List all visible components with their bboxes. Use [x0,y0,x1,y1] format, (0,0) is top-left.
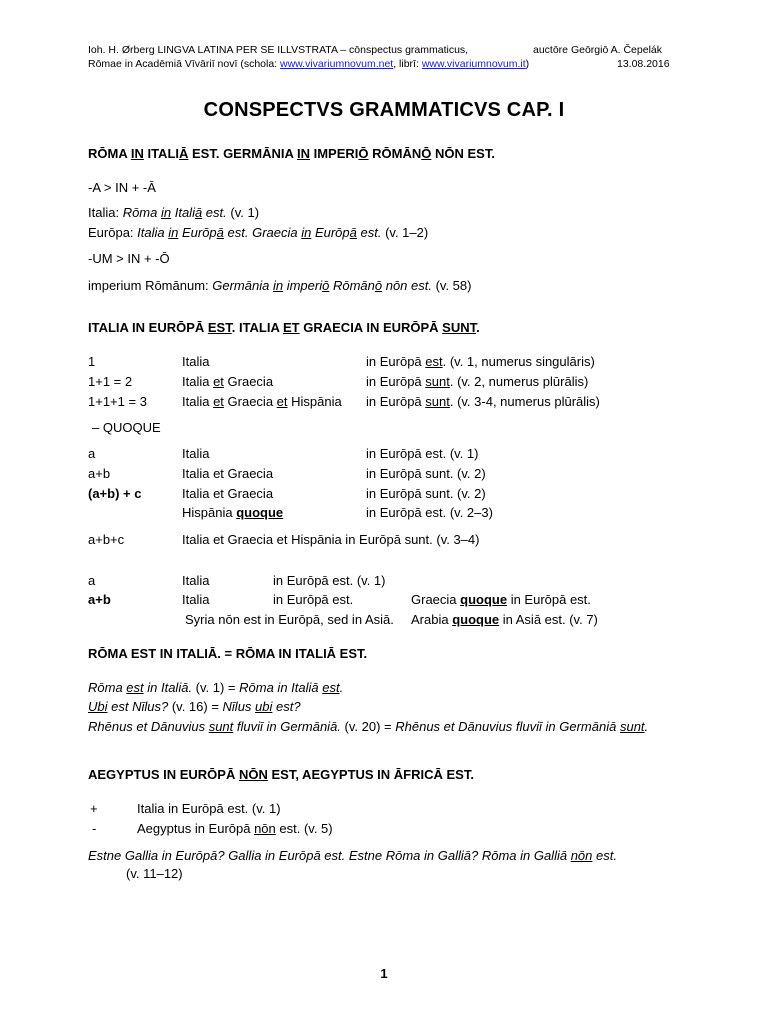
section-2-heading: ITALIA IN EURŌPĀ EST. ITALIA ET GRAECIA IN EURŌPĀ SUNT. [88,320,480,335]
rule-a: -A > IN + -Ā [88,180,156,195]
page-number: 1 [380,966,388,981]
header-author: auctōre Geōrgiō A. Čepelák [533,44,662,56]
header-citation: Ioh. H. Ørberg LINGVA LATINA PER SE ILLVSTRATA – cōnspectus grammaticus, [88,44,469,56]
example-imperium: imperium Rōmānum: Germānia in imperiō Rōmānō nōn est. (v. 58) [88,278,472,293]
question-verse-ref: (v. 11–12) [126,866,183,881]
question-line: Estne Gallia in Eurōpā? Gallia in Eurōpā est. Estne Rōma in Galliā? Rōma in Galliā nōn est. [88,848,617,863]
document-page: Ioh. H. Ørberg LINGVA LATINA PER SE ILLVSTRATA – cōnspectus grammaticus, auctōre Geōrgiō A. Čepelák Rōmae in Acadēmiā Vīvāriī novī (schola: www.vivariumnovum.net, librī: www.vivariumnovum.it) 13.08.2016 CONSPECTVS GRAMMATICVS CAP. I RŌMA IN ITALIĀ EST. GERMĀNIA IN IMPERIŌ RŌMĀNŌ NŌN EST. -A > IN + -Ā Italia: Rōma in Italiā est. (v. 1) Eurōpa: Italia in Eurōpā est. Graecia in Eurōpā est. (v. 1–2) -UM > IN + -Ō imperium Rōmānum: Germānia in imperiō Rōmānō nōn est. (v. 58) ITALIA IN EURŌPĀ EST. ITALIA ET GRAECIA IN EURŌPĀ SUNT. 1 Italia in Eurōpā est. (v. 1, numerus singulāris) 1+1 = 2 Italia et Graecia in Eurōpā sunt. (v. 2, numerus plūrālis) 1+1+1 = 3 Italia et Graecia et Hispānia in Eurōpā sunt. (v. 3-4, numerus plūrālis) – QUOQUE a Italia in Eurōpā est. (v. 1) a+b Italia et Graecia in Eurōpā sunt. (v. 2) (a+b) + c Italia et Graecia in Eurōpā sunt. (v. 2) Hispānia quoque in Eurōpā est. (v. 2–3) a+b+c Italia et Graecia et Hispānia in Eurōpā sunt. (v. 3–4) a Italia in Eurōpā est. (v. 1) a+b Italia in Eurōpā est. Graecia quoque in Eurōpā est. Syria nōn est in Eurōpā, sed in Asiā. Arabia quoque in Asiā est. (v. 7) RŌMA EST IN ITALIĀ. = RŌMA IN ITALIĀ EST. Rōma est in Italiā. (v. 1) = Rōma in Italiā est. Ubi est Nīlus? (v. 16) = Nīlus ubi est? Rhēnus et Dānuvius sunt fluviī in Germāniā. (v. 20) = Rhēnus et Dānuvius fluviī in Germāniā sunt. AEGYPTUS IN EURŌPĀ NŌN EST, AEGYPTUS IN ĀFRICĀ EST. + Italia in Eurōpā est. (v. 1) - Aegyptus in Eurōpā nōn est. (v. 5) Estne Gallia in Eurōpā? Gallia in Eurōpā est. Estne Rōma in Galliā? Rōma in Galliā nōn est. (v. 11–12) 1 [0,0,768,1024]
section-1-heading: RŌMA IN ITALIĀ EST. GERMĀNIA IN IMPERIŌ RŌMĀNŌ NŌN EST. [88,146,495,161]
header-line-1 [88,44,468,56]
example-italia: Italia: Rōma in Italiā est. (v. 1) [88,205,260,220]
page-title: CONSPECTVS GRAMMATICVS CAP. I [203,99,565,121]
word-order-line-1: Rōma est in Italiā. (v. 1) = Rōma in Italiā est. [88,680,344,695]
link-vivariumnovum-it[interactable]: www.vivariumnovum.it [421,58,526,70]
quoque-heading: – QUOQUE [92,420,161,435]
word-order-line-2: Ubi est Nīlus? (v. 16) = Nīlus ubi est? [88,699,301,714]
header-date: 13.08.2016 [617,58,670,70]
example-europa: Eurōpa: Italia in Eurōpā est. Graecia in Eurōpā est. (v. 1–2) [88,225,429,240]
link-vivariumnovum-net[interactable]: www.vivariumnovum.net [280,58,394,70]
header-line-2: Rōmae in Acadēmiā Vīvāriī novī (schola: www.vivariumnovum.net, librī: www.vivariumnovum.it) [88,58,530,70]
rule-um: -UM > IN + -Ō [88,251,170,266]
section-5-heading: AEGYPTUS IN EURŌPĀ NŌN EST, AEGYPTUS IN ĀFRICĀ EST. [88,767,474,782]
section-4-heading: RŌMA EST IN ITALIĀ. = RŌMA IN ITALIĀ EST. [88,646,368,661]
word-order-line-3: Rhēnus et Dānuvius sunt fluviī in Germāniā. (v. 20) = Rhēnus et Dānuvius fluviī in Germāniā sunt. [88,719,649,734]
